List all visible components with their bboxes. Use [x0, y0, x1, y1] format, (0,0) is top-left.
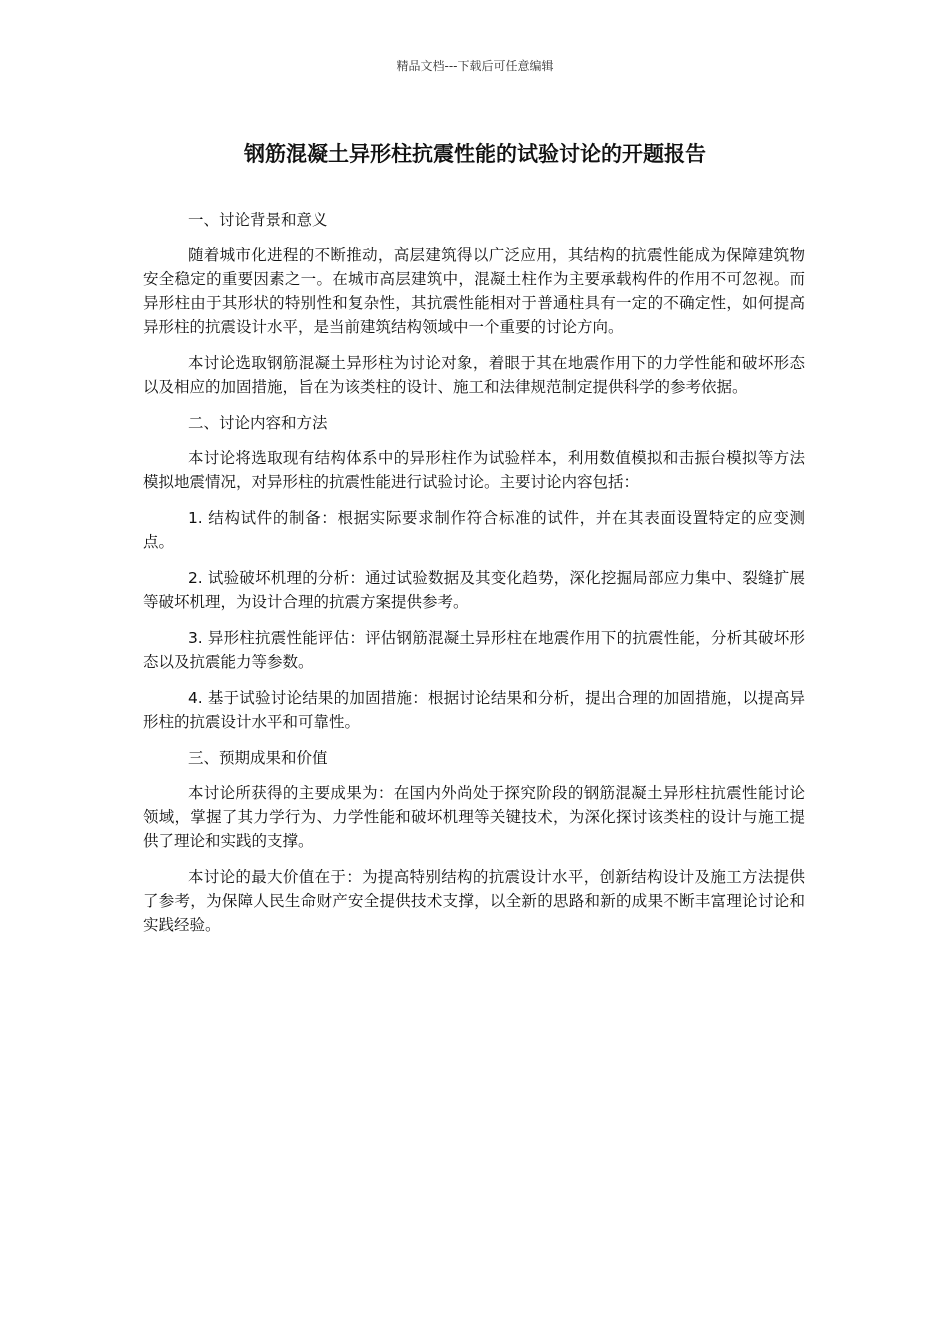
list-item-strengthening-measures: 4. 基于试验讨论结果的加固措施：根据讨论结果和分析，提出合理的加固措施，以提高异形柱的抗震设计水平和可靠性。 [143, 689, 805, 731]
list-item-specimen-preparation: 1. 结构试件的制备：根据实际要求制作符合标准的试件，并在其表面设置特定的应变测点。 [143, 509, 805, 551]
paragraph-results-1: 本讨论所获得的主要成果为：在国内外尚处于探究阶段的钢筋混凝土异形柱抗震性能讨论领域，掌握了其力学行为、力学性能和破坏机理等关键技术，为深化探讨该类柱的设计与施工提供了理论和实践的支撑。 [143, 784, 805, 850]
list-item-failure-mechanism: 2. 试验破坏机理的分析：通过试验数据及其变化趋势，深化挖掘局部应力集中、裂缝扩展等破坏机理，为设计合理的抗震方案提供参考。 [143, 569, 805, 611]
header-note: 精品文档---下载后可任意编辑 [396, 59, 554, 73]
paragraph-results-2: 本讨论的最大价值在于：为提高特别结构的抗震设计水平，创新结构设计及施工方法提供了参考，为保障人民生命财产安全提供技术支撑，以全新的思路和新的成果不断丰富理论讨论和实践经验。 [143, 868, 805, 934]
paragraph-content-intro: 本讨论将选取现有结构体系中的异形柱作为试验样本，利用数值模拟和击振台模拟等方法模拟地震情况，对异形柱的抗震性能进行试验讨论。主要讨论内容包括： [143, 449, 805, 491]
section-heading-expected-results: 三、预期成果和价值 [187, 749, 328, 767]
paragraph-background-1: 随着城市化进程的不断推动，高层建筑得以广泛应用，其结构的抗震性能成为保障建筑物安全稳定的重要因素之一。在城市高层建筑中，混凝土柱作为主要承载构件的作用不可忽视。而异形柱由于其形状的特别性和复杂性，其抗震性能相对于普通柱具有一定的不确定性，如何提高异形柱的抗震设计水平，是当前建筑结构领域中一个重要的讨论方向。 [143, 246, 805, 336]
section-heading-background: 一、讨论背景和意义 [187, 211, 328, 229]
document-title: 钢筋混凝土异形柱抗震性能的试验讨论的开题报告 [244, 142, 706, 166]
document-body [143, 208, 805, 949]
list-item-seismic-evaluation: 3. 异形柱抗震性能评估：评估钢筋混凝土异形柱在地震作用下的抗震性能，分析其破坏形态以及抗震能力等参数。 [143, 629, 805, 671]
paragraph-background-2: 本讨论选取钢筋混凝土异形柱为讨论对象，着眼于其在地震作用下的力学性能和破坏形态以及相应的加固措施，旨在为该类柱的设计、施工和法律规范制定提供科学的参考依据。 [143, 354, 805, 396]
section-heading-content-methods: 二、讨论内容和方法 [187, 414, 328, 432]
